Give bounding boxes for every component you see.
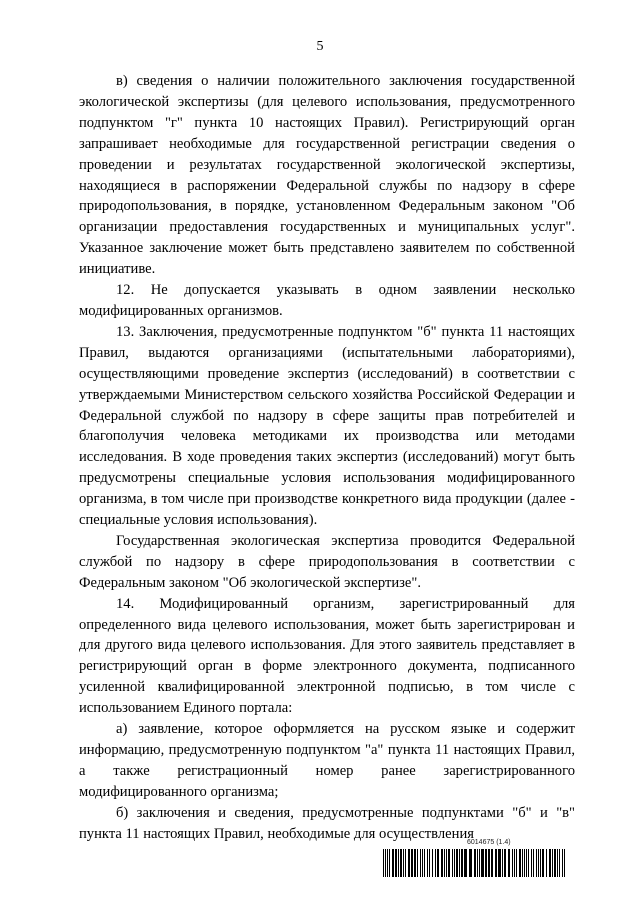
paragraph-14: 14. Модифицированный организм, зарегистрированный для определенного вида целевого использования, может быть зарегистрирован и для другого вида целевого использования. Для этого заявитель представляет в регистрирующий орган в форме электронного документа, подписанного усиленной квалифицированной электронной подписью, в том числе с использованием Единого портала: bbox=[79, 595, 575, 717]
page-number: 5 bbox=[316, 39, 324, 54]
paragraph-3v: в) сведения о наличии положительного заключения государственной экологической экспертизы (для целевого использования, предусмотренного подпунктом "г" пункта 10 настоящих Правил). Регистрирующий орган запрашивает необходимые для государственной регистрации сведения о проведении и результатах государственной экологической экспертизы, находящиеся в распоряжении Федеральной службы по надзору в сфере природопользования, в порядке, установленном Федеральным законом "Об организации предоставления государственных и муниципальных услуг". Указанное заключение может быть представлено заявителем по собственной инициативе. bbox=[79, 73, 575, 278]
barcode-caption: 6014675 (1.4) bbox=[467, 839, 511, 846]
paragraph-ecological-expertise: Государственная экологическая экспертиза проводится Федеральной службой по надзору в сфере природопользования в соответствии с Федеральным законом "Об экологической экспертизе". bbox=[79, 532, 575, 591]
document-barcode bbox=[383, 838, 565, 880]
barcode-icon bbox=[383, 849, 565, 877]
paragraph-14b: б) заключения и сведения, предусмотренные подпунктами "б" и "в" пункта 11 настоящих Правил, необходимые для осуществления bbox=[79, 804, 575, 842]
document-body bbox=[79, 71, 575, 845]
paragraph-12: 12. Не допускается указывать в одном заявлении несколько модифицированных организмов. bbox=[79, 282, 575, 319]
paragraph-14a: а) заявление, которое оформляется на русском языке и содержит информацию, предусмотренную подпунктом "а" пункта 11 настоящих Правил, а также регистрационный номер ранее зарегистрированного модифицированного организма; bbox=[79, 721, 575, 800]
paragraph-13: 13. Заключения, предусмотренные подпунктом "б" пункта 11 настоящих Правил, выдаются организациями (испытательными лабораториями), осуществляющими проведение экспертиз (исследований) в соответствии с утверждаемыми Министерством сельского хозяйства Российской Федерации и Федеральной службой по надзору в сфере защиты прав потребителей и благополучия человека методиками их производства или методами исследования. В ходе проведения таких экспертиз (исследований) могут быть предусмотрены специальные условия использования модифицированного организма, в том числе при производстве конкретного вида продукции (далее - специальные условия использования). bbox=[79, 323, 575, 529]
